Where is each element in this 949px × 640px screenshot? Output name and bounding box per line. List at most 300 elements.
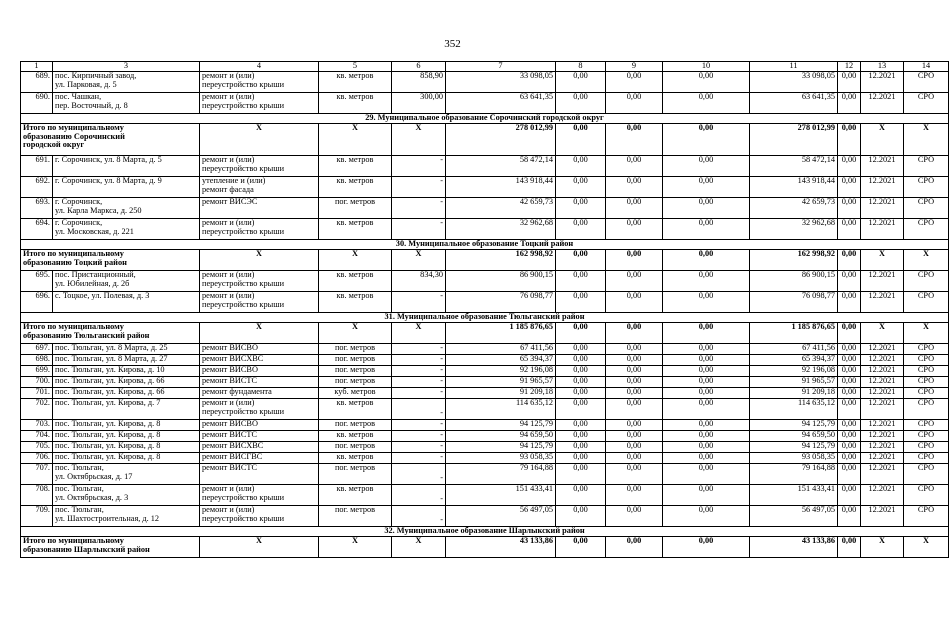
value-cell: СРО [904, 388, 949, 399]
value-cell: 0,00 [663, 156, 750, 177]
column-number: 6 [392, 62, 446, 72]
total-cell: 0,00 [663, 250, 750, 271]
value-cell: 58 472,14 [750, 156, 838, 177]
value-cell: кв. метров [319, 485, 392, 506]
value-cell: 0,00 [606, 219, 663, 240]
address-cell: пос. Кирпичный завод, ул. Парковая, д. 5 [53, 72, 200, 93]
value-cell: 94 125,79 [446, 442, 556, 453]
value-cell: СРО [904, 442, 949, 453]
value-cell: - [392, 156, 446, 177]
table-row [21, 442, 949, 453]
value-cell: 0,00 [556, 442, 606, 453]
value-cell: 12.2021 [861, 72, 904, 93]
value-cell: 0,00 [606, 388, 663, 399]
table-row [21, 271, 949, 292]
work-type-cell: ремонт и (или) переустройство крыши [200, 485, 319, 506]
total-row [21, 323, 949, 344]
value-cell: - [392, 399, 446, 420]
total-label: Итого по муниципальному образованию Тюльганский район [21, 323, 200, 344]
address-cell: г. Сорочинск, ул. 8 Марта, д. 9 [53, 177, 200, 198]
value-cell: 79 164,88 [446, 464, 556, 485]
value-cell: 0,00 [606, 366, 663, 377]
address-cell: пос. Тюльган, ул. Кирова, д. 10 [53, 366, 200, 377]
work-type-cell: ремонт и (или) переустройство крыши [200, 156, 319, 177]
value-cell: 12.2021 [861, 399, 904, 420]
work-type-cell: ремонт ВИСТС [200, 464, 319, 485]
value-cell: 143 918,44 [750, 177, 838, 198]
address-cell: пос. Тюльган, ул. Кирова, д. 66 [53, 388, 200, 399]
value-cell: 0,00 [838, 198, 861, 219]
value-cell: СРО [904, 399, 949, 420]
row-number: 696. [21, 292, 53, 313]
work-type-cell: ремонт ВИСТС [200, 377, 319, 388]
value-cell: 0,00 [556, 399, 606, 420]
value-cell: 91 209,18 [446, 388, 556, 399]
column-number: 10 [663, 62, 750, 72]
row-number: 702. [21, 399, 53, 420]
table-row [21, 344, 949, 355]
value-cell: 0,00 [663, 442, 750, 453]
value-cell: - [392, 177, 446, 198]
row-number: 704. [21, 431, 53, 442]
value-cell: 65 394,37 [750, 355, 838, 366]
value-cell: 0,00 [663, 366, 750, 377]
value-cell: 0,00 [838, 355, 861, 366]
value-cell: СРО [904, 431, 949, 442]
total-cell: 0,00 [556, 323, 606, 344]
value-cell: 0,00 [556, 156, 606, 177]
row-number: 706. [21, 453, 53, 464]
value-cell: кв. метров [319, 292, 392, 313]
value-cell: 0,00 [556, 431, 606, 442]
value-cell: 94 659,50 [750, 431, 838, 442]
work-type-cell: ремонт и (или) переустройство крыши [200, 93, 319, 114]
column-header-row [21, 62, 949, 72]
value-cell: СРО [904, 219, 949, 240]
section-header [21, 527, 949, 537]
value-cell: 0,00 [663, 506, 750, 527]
total-label: Итого по муниципальному образованию Тоцкий район [21, 250, 200, 271]
value-cell: СРО [904, 271, 949, 292]
value-cell: СРО [904, 506, 949, 527]
address-cell: пос. Тюльган, ул. Кирова, д. 8 [53, 453, 200, 464]
section-title: 30. Муниципальное образование Тоцкий район [21, 240, 949, 250]
work-type-cell: ремонт фундамента [200, 388, 319, 399]
value-cell: 0,00 [838, 72, 861, 93]
value-cell: 0,00 [556, 453, 606, 464]
table-row [21, 420, 949, 431]
total-cell: X [200, 323, 319, 344]
total-cell: X [319, 323, 392, 344]
value-cell: 63 641,35 [446, 93, 556, 114]
value-cell: 0,00 [556, 355, 606, 366]
table-row [21, 177, 949, 198]
total-cell: X [200, 124, 319, 156]
value-cell: - [392, 420, 446, 431]
address-cell: пос. Тюльган, ул. Кирова, д. 8 [53, 431, 200, 442]
table-row [21, 506, 949, 527]
value-cell: 12.2021 [861, 431, 904, 442]
row-number: 708. [21, 485, 53, 506]
row-number: 690. [21, 93, 53, 114]
row-number: 705. [21, 442, 53, 453]
total-cell: 0,00 [663, 124, 750, 156]
row-number: 698. [21, 355, 53, 366]
total-cell: 0,00 [606, 250, 663, 271]
work-type-cell: ремонт ВИСЭС [200, 198, 319, 219]
value-cell: 65 394,37 [446, 355, 556, 366]
value-cell: 0,00 [556, 366, 606, 377]
value-cell: - [392, 292, 446, 313]
value-cell: 94 125,79 [750, 420, 838, 431]
table-row [21, 366, 949, 377]
value-cell: 0,00 [838, 431, 861, 442]
value-cell: пог. метров [319, 366, 392, 377]
total-cell: X [319, 124, 392, 156]
total-cell: 0,00 [606, 124, 663, 156]
row-number: 692. [21, 177, 53, 198]
program-table [20, 61, 949, 558]
value-cell: 0,00 [663, 177, 750, 198]
value-cell: 0,00 [606, 420, 663, 431]
value-cell: 0,00 [663, 377, 750, 388]
value-cell: 0,00 [556, 72, 606, 93]
value-cell: - [392, 388, 446, 399]
value-cell: 0,00 [556, 271, 606, 292]
row-number: 699. [21, 366, 53, 377]
value-cell: 12.2021 [861, 219, 904, 240]
column-number: 12 [838, 62, 861, 72]
value-cell: СРО [904, 292, 949, 313]
value-cell: 0,00 [838, 93, 861, 114]
work-type-cell: ремонт ВИСГВС [200, 453, 319, 464]
value-cell: кв. метров [319, 156, 392, 177]
value-cell: пог. метров [319, 355, 392, 366]
value-cell: 12.2021 [861, 485, 904, 506]
value-cell: кв. метров [319, 453, 392, 464]
column-number: 1 [21, 62, 53, 72]
value-cell: 0,00 [606, 177, 663, 198]
value-cell: кв. метров [319, 399, 392, 420]
address-cell: пос. Тюльган, ул. Кирова, д. 7 [53, 399, 200, 420]
value-cell: 0,00 [663, 72, 750, 93]
value-cell: - [392, 453, 446, 464]
table-row [21, 156, 949, 177]
value-cell: 93 058,35 [446, 453, 556, 464]
value-cell: СРО [904, 156, 949, 177]
value-cell: 32 962,68 [750, 219, 838, 240]
work-type-cell: ремонт ВИСВО [200, 420, 319, 431]
value-cell: 143 918,44 [446, 177, 556, 198]
value-cell: 0,00 [663, 420, 750, 431]
value-cell: пог. метров [319, 377, 392, 388]
row-number: 691. [21, 156, 53, 177]
value-cell: 0,00 [663, 292, 750, 313]
value-cell: 42 659,73 [446, 198, 556, 219]
total-cell: X [861, 124, 904, 156]
section-title: 32. Муниципальное образование Шарлыкский район [21, 527, 949, 537]
value-cell: 33 098,05 [750, 72, 838, 93]
total-cell: 0,00 [606, 323, 663, 344]
value-cell: СРО [904, 485, 949, 506]
work-type-cell: ремонт ВИСТС [200, 431, 319, 442]
address-cell: пос. Тюльган, ул. 8 Марта, д. 27 [53, 355, 200, 366]
total-cell: 0,00 [838, 537, 861, 558]
work-type-cell: ремонт ВИСХВС [200, 442, 319, 453]
table-row [21, 377, 949, 388]
value-cell: - [392, 219, 446, 240]
value-cell: СРО [904, 420, 949, 431]
value-cell: 0,00 [663, 344, 750, 355]
section-title: 31. Муниципальное образование Тюльганский район [21, 313, 949, 323]
value-cell: 12.2021 [861, 177, 904, 198]
value-cell: пог. метров [319, 442, 392, 453]
row-number: 707. [21, 464, 53, 485]
value-cell: пог. метров [319, 464, 392, 485]
value-cell: 0,00 [838, 156, 861, 177]
work-type-cell: ремонт ВИСХВС [200, 355, 319, 366]
page-number: 352 [444, 38, 461, 50]
address-cell: пос. Чашкан, пер. Восточный, д. 8 [53, 93, 200, 114]
address-cell: пос. Тюльган, ул. Октябрьская, д. 17 [53, 464, 200, 485]
value-cell: 0,00 [606, 72, 663, 93]
table-row [21, 72, 949, 93]
total-cell: 0,00 [838, 250, 861, 271]
value-cell: - [392, 506, 446, 527]
value-cell: 93 058,35 [750, 453, 838, 464]
total-cell: X [200, 537, 319, 558]
address-cell: пос. Тюльган, ул. Кирова, д. 8 [53, 420, 200, 431]
value-cell: 0,00 [838, 366, 861, 377]
value-cell: 79 164,88 [750, 464, 838, 485]
value-cell: 12.2021 [861, 506, 904, 527]
value-cell: 0,00 [663, 271, 750, 292]
value-cell: кв. метров [319, 177, 392, 198]
value-cell: 0,00 [556, 177, 606, 198]
value-cell: - [392, 377, 446, 388]
total-cell: 0,00 [606, 537, 663, 558]
work-type-cell: ремонт ВИСВО [200, 344, 319, 355]
value-cell: 94 659,50 [446, 431, 556, 442]
value-cell: 0,00 [556, 377, 606, 388]
column-number: 3 [53, 62, 200, 72]
value-cell: СРО [904, 366, 949, 377]
value-cell: 0,00 [663, 219, 750, 240]
work-type-cell: ремонт и (или) переустройство крыши [200, 292, 319, 313]
table-row [21, 219, 949, 240]
value-cell: 12.2021 [861, 198, 904, 219]
table-row [21, 453, 949, 464]
total-cell: X [319, 250, 392, 271]
value-cell: 12.2021 [861, 93, 904, 114]
value-cell: 12.2021 [861, 156, 904, 177]
value-cell: 0,00 [556, 198, 606, 219]
total-cell: 0,00 [556, 124, 606, 156]
total-label: Итого по муниципальному образованию Шарлыкский район [21, 537, 200, 558]
value-cell: 56 497,05 [446, 506, 556, 527]
column-number: 14 [904, 62, 949, 72]
value-cell: кв. метров [319, 219, 392, 240]
value-cell: 0,00 [838, 388, 861, 399]
value-cell: 91 965,57 [446, 377, 556, 388]
value-cell: 0,00 [663, 198, 750, 219]
total-row [21, 250, 949, 271]
value-cell: 0,00 [838, 219, 861, 240]
value-cell: 0,00 [838, 506, 861, 527]
total-cell: 162 998,92 [750, 250, 838, 271]
value-cell: 0,00 [606, 485, 663, 506]
value-cell: 0,00 [606, 355, 663, 366]
value-cell: 0,00 [606, 442, 663, 453]
value-cell: 0,00 [606, 292, 663, 313]
row-number: 703. [21, 420, 53, 431]
address-cell: пос. Тюльган, ул. Октябрьская, д. 3 [53, 485, 200, 506]
column-number: 13 [861, 62, 904, 72]
work-type-cell: ремонт и (или) переустройство крыши [200, 271, 319, 292]
value-cell: СРО [904, 344, 949, 355]
value-cell: пог. метров [319, 420, 392, 431]
value-cell: 151 433,41 [446, 485, 556, 506]
value-cell: 92 196,08 [750, 366, 838, 377]
table-row [21, 292, 949, 313]
value-cell: кв. метров [319, 72, 392, 93]
value-cell: 0,00 [663, 93, 750, 114]
value-cell: 0,00 [838, 464, 861, 485]
total-cell: 162 998,92 [446, 250, 556, 271]
value-cell: пог. метров [319, 506, 392, 527]
total-cell: 43 133,86 [750, 537, 838, 558]
total-cell: 0,00 [663, 323, 750, 344]
value-cell: 56 497,05 [750, 506, 838, 527]
value-cell: 86 900,15 [446, 271, 556, 292]
value-cell: 12.2021 [861, 377, 904, 388]
value-cell: кв. метров [319, 93, 392, 114]
value-cell: 0,00 [556, 93, 606, 114]
address-cell: пос. Тюльган, ул. 8 Марта, д. 25 [53, 344, 200, 355]
value-cell: 0,00 [606, 198, 663, 219]
value-cell: 0,00 [556, 485, 606, 506]
row-number: 689. [21, 72, 53, 93]
address-cell: пос. Тюльган, ул. Кирова, д. 8 [53, 442, 200, 453]
address-cell: с. Тоцкое, ул. Полевая, д. 3 [53, 292, 200, 313]
value-cell: 0,00 [663, 485, 750, 506]
total-cell: 0,00 [556, 537, 606, 558]
value-cell: 114 635,12 [446, 399, 556, 420]
value-cell: кв. метров [319, 271, 392, 292]
value-cell: 0,00 [606, 506, 663, 527]
value-cell: 12.2021 [861, 292, 904, 313]
value-cell: 76 098,77 [446, 292, 556, 313]
work-type-cell: ремонт и (или) переустройство крыши [200, 219, 319, 240]
value-cell: 58 472,14 [446, 156, 556, 177]
value-cell: 0,00 [556, 506, 606, 527]
column-number: 8 [556, 62, 606, 72]
total-cell: 278 012,99 [446, 124, 556, 156]
value-cell: 0,00 [838, 271, 861, 292]
table-row [21, 355, 949, 366]
value-cell: 94 125,79 [446, 420, 556, 431]
value-cell: 858,90 [392, 72, 446, 93]
value-cell: - [392, 431, 446, 442]
section-header [21, 240, 949, 250]
work-type-cell: ремонт и (или) переустройство крыши [200, 72, 319, 93]
value-cell: 86 900,15 [750, 271, 838, 292]
value-cell: кв. метров [319, 431, 392, 442]
value-cell: 91 965,57 [750, 377, 838, 388]
value-cell: - [392, 198, 446, 219]
total-cell: 278 012,99 [750, 124, 838, 156]
table-row [21, 485, 949, 506]
value-cell: - [392, 442, 446, 453]
work-type-cell: ремонт ВИСВО [200, 366, 319, 377]
total-cell: 1 185 876,65 [446, 323, 556, 344]
value-cell: 0,00 [606, 431, 663, 442]
value-cell: 0,00 [663, 453, 750, 464]
total-cell: X [200, 250, 319, 271]
total-cell: X [392, 537, 446, 558]
column-number: 4 [200, 62, 319, 72]
value-cell: 0,00 [838, 177, 861, 198]
value-cell: пог. метров [319, 344, 392, 355]
value-cell: 0,00 [663, 431, 750, 442]
value-cell: 300,00 [392, 93, 446, 114]
value-cell: 0,00 [606, 271, 663, 292]
total-row [21, 537, 949, 558]
address-cell: пос. Пристанционный, ул. Юбилейная, д. 2б [53, 271, 200, 292]
value-cell: 0,00 [556, 388, 606, 399]
value-cell: 0,00 [606, 453, 663, 464]
address-cell: пос. Тюльган, ул. Шахтостроительная, д. 12 [53, 506, 200, 527]
value-cell: 0,00 [663, 355, 750, 366]
total-cell: X [861, 323, 904, 344]
value-cell: 12.2021 [861, 442, 904, 453]
column-number: 7 [446, 62, 556, 72]
table-row [21, 388, 949, 399]
total-cell: 0,00 [838, 124, 861, 156]
value-cell: 63 641,35 [750, 93, 838, 114]
work-type-cell: утепление и (или) ремонт фасада [200, 177, 319, 198]
value-cell: пог. метров [319, 198, 392, 219]
column-number: 5 [319, 62, 392, 72]
column-number: 9 [606, 62, 663, 72]
table-row [21, 198, 949, 219]
value-cell: СРО [904, 453, 949, 464]
value-cell: 67 411,56 [750, 344, 838, 355]
value-cell: СРО [904, 72, 949, 93]
value-cell: куб. метров [319, 388, 392, 399]
address-cell: г. Сорочинск, ул. 8 Марта, д. 5 [53, 156, 200, 177]
value-cell: 151 433,41 [750, 485, 838, 506]
total-cell: 43 133,86 [446, 537, 556, 558]
address-cell: пос. Тюльган, ул. Кирова, д. 66 [53, 377, 200, 388]
section-title: 29. Муниципальное образование Сорочинский городской округ [21, 114, 949, 124]
table-row [21, 431, 949, 442]
value-cell: 76 098,77 [750, 292, 838, 313]
row-number: 701. [21, 388, 53, 399]
total-cell: X [904, 250, 949, 271]
section-header [21, 114, 949, 124]
table-row [21, 464, 949, 485]
value-cell: СРО [904, 464, 949, 485]
section-header [21, 313, 949, 323]
row-number: 694. [21, 219, 53, 240]
row-number: 700. [21, 377, 53, 388]
value-cell: 0,00 [606, 93, 663, 114]
work-type-cell: ремонт и (или) переустройство крыши [200, 399, 319, 420]
value-cell: 33 098,05 [446, 72, 556, 93]
value-cell: 12.2021 [861, 388, 904, 399]
value-cell: 67 411,56 [446, 344, 556, 355]
